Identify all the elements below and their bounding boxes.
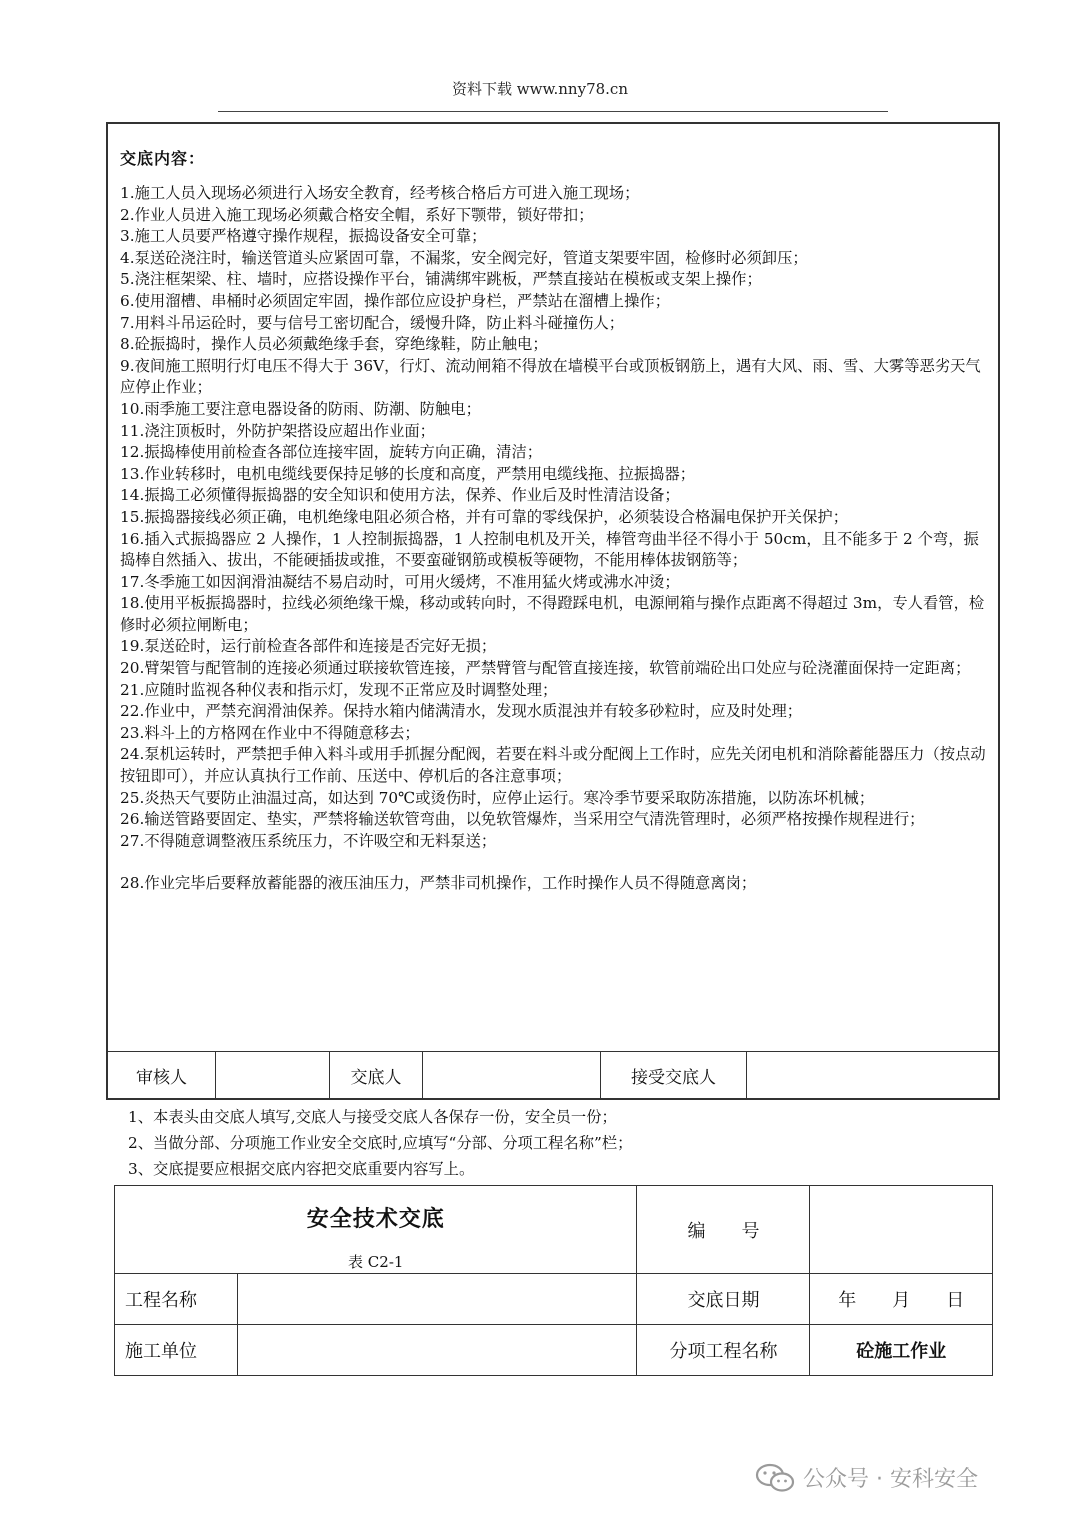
subproject-value: 砼施工作业: [810, 1325, 993, 1376]
date-label: 交底日期: [637, 1274, 810, 1325]
date-value[interactable]: 年 月 日: [810, 1274, 993, 1325]
notes: [128, 1104, 632, 1182]
items-list: [120, 183, 988, 895]
wechat-icon: [755, 1463, 795, 1493]
receiver-label: 接受交底人: [601, 1052, 747, 1098]
list-item: 23.料斗上的方格网在作业中不得随意移去；: [120, 723, 420, 742]
watermark: [755, 1462, 978, 1493]
list-item: 20.臂架管与配管制的连接必须通过联接软管连接，严禁臂管与配管直接连接，软管前端砼出口处应与砼浇灌面保持一定距离；: [120, 659, 971, 678]
note-2: 2、当做分部、分项施工作业安全交底时,应填写“分部、分项工程名称”栏；: [128, 1134, 633, 1152]
number-label: 编 号: [637, 1186, 810, 1274]
list-item: 8.砼振捣时，操作人员必须戴绝缘手套，穿绝缘鞋，防止触电；: [120, 335, 548, 354]
unit-field[interactable]: [238, 1325, 637, 1376]
list-item: 13.作业转移时，电机电缆线要保持足够的长度和高度，严禁用电缆线拖、拉振捣器；: [120, 464, 696, 483]
list-item: 12.振捣棒使用前检查各部位连接牢固，旋转方向正确，清洁；: [120, 443, 543, 462]
list-item: 21.应随时监视各种仪表和指示灯，发现不正常应及时调整处理；: [120, 680, 558, 699]
signature-row: [108, 1051, 998, 1098]
list-item: 4.泵送砼浇注时，输送管道头应紧固可靠，不漏浆，安全阀完好，管道支架要牢固，检修时必须卸压；: [120, 248, 808, 267]
discloser-label: 交底人: [330, 1052, 423, 1098]
reviewer-field[interactable]: [216, 1052, 330, 1098]
project-name-field[interactable]: [238, 1274, 637, 1325]
form-header-table: [114, 1185, 993, 1376]
list-item: 28.作业完毕后要释放蓄能器的液压油压力，严禁非司机操作，工作时操作人员不得随意离岗；: [120, 874, 757, 893]
list-item: 10.雨季施工要注意电器设备的防雨、防潮、防触电；: [120, 399, 481, 418]
content-area: [108, 124, 998, 1056]
discloser-field[interactable]: [423, 1052, 601, 1098]
list-item: 22.作业中，严禁充润滑油保养。保持水箱内储满清水，发现水质混浊并有较多砂粒时，应及时处理；: [120, 702, 803, 721]
list-item: 11.浇注顶板时，外防护架搭设应超出作业面；: [120, 421, 435, 440]
list-item: 9.夜间施工照明行灯电压不得大于 36V，行灯、流动闸箱不得放在墙模平台或顶板钢筋上，遇有大风、雨、雪、大雾等恶劣天气应停止作业；: [120, 356, 981, 397]
list-item: 16.插入式振捣器应 2 人操作，1 人控制振捣器，1 人控制电机及开关，棒管弯曲半径不得小于 50cm，且不能多于 2 个弯，振捣棒自然插入、拔出，不能硬插拔或推，不要蛮碰钢筋或模板等硬物，不能用棒体拔钢筋等；: [120, 529, 979, 570]
number-field[interactable]: [810, 1186, 993, 1274]
list-item: 2.作业人员进入施工现场必须戴合格安全帽，系好下颚带，锁好带扣；: [120, 205, 594, 224]
page-header: 资料下载 www.nny78.cn: [452, 80, 628, 98]
note-3: 3、交底提要应根据交底内容把交底重要内容写上。: [128, 1160, 475, 1178]
list-item: 19.泵送砼时，运行前检查各部件和连接是否完好无损；: [120, 637, 497, 656]
project-name-label: 工程名称: [115, 1274, 238, 1325]
list-item: 5.浇注框架梁、柱、墙时，应搭设操作平台，铺满绑牢跳板，严禁直接站在模板或支架上操作；: [120, 270, 762, 289]
list-item: 17.冬季施工如因润滑油凝结不易启动时，可用火缓烤，不准用猛火烤或沸水冲烫；: [120, 572, 680, 591]
list-item: 27.不得随意调整液压系统压力，不许吸空和无料泵送；: [120, 831, 497, 850]
reviewer-label: 审核人: [108, 1052, 216, 1098]
unit-label: 施工单位: [115, 1325, 238, 1376]
list-item: 7.用料斗吊运砼时，要与信号工密切配合，缓慢升降，防止料斗碰撞伤人；: [120, 313, 625, 332]
disclosure-content-table: [106, 122, 1000, 1100]
form-title-cell: [115, 1186, 637, 1274]
list-item: 1.施工人员入现场必须进行入场安全教育，经考核合格后方可进入施工现场；: [120, 184, 640, 202]
list-item: 3.施工人员要严格遵守操作规程，振捣设备安全可靠；: [120, 227, 487, 246]
list-item: 15.振捣器接线必须正确，电机绝缘电阻必须合格，并有可靠的零线保护，必须装设合格漏电保护开关保护；: [120, 507, 848, 526]
header-rule: [218, 111, 888, 112]
subproject-label: 分项工程名称: [637, 1325, 810, 1376]
note-1: 1、本表头由交底人填写,交底人与接受交底人各保存一份，安全员一份；: [128, 1108, 617, 1126]
receiver-field[interactable]: [747, 1052, 998, 1098]
section-title: 交底内容：: [120, 149, 206, 168]
list-item: 24.泵机运转时，严禁把手伸入料斗或用手抓握分配阀，若要在料斗或分配阀上工作时，应先关闭电机和消除蓄能器压力（按点动按钮即可），并应认真执行工作前、压送中、停机后的各注意事项；: [120, 745, 986, 786]
form-title: 安全技术交底: [306, 1207, 445, 1232]
watermark-text: 公众号 · 安科安全: [803, 1467, 978, 1492]
form-code: 表 C2-1: [348, 1253, 404, 1271]
list-item: 6.使用溜槽、串桶时必须固定牢固，操作部位应设护身栏，严禁站在溜槽上操作；: [120, 291, 670, 310]
list-item: 26.输送管路要固定、垫实，严禁将输送软管弯曲，以免软管爆炸，当采用空气清洗管理时，必须严格按操作规程进行；: [120, 810, 925, 829]
list-item: 14.振捣工必须懂得振捣器的安全知识和使用方法，保养、作业后及时性清洁设备；: [120, 486, 680, 505]
list-item: 25.炎热天气要防止油温过高，如达到 70℃或烫伤时，应停止运行。寒冷季节要采取防冻措施，以防冻坏机械；: [120, 788, 875, 807]
list-item: 18.使用平板振捣器时，拉线必须绝缘干燥，移动或转向时，不得蹬踩电机，电源闸箱与操作点距离不得超过 3m，专人看管，检修时必须拉闸断电；: [120, 594, 985, 634]
